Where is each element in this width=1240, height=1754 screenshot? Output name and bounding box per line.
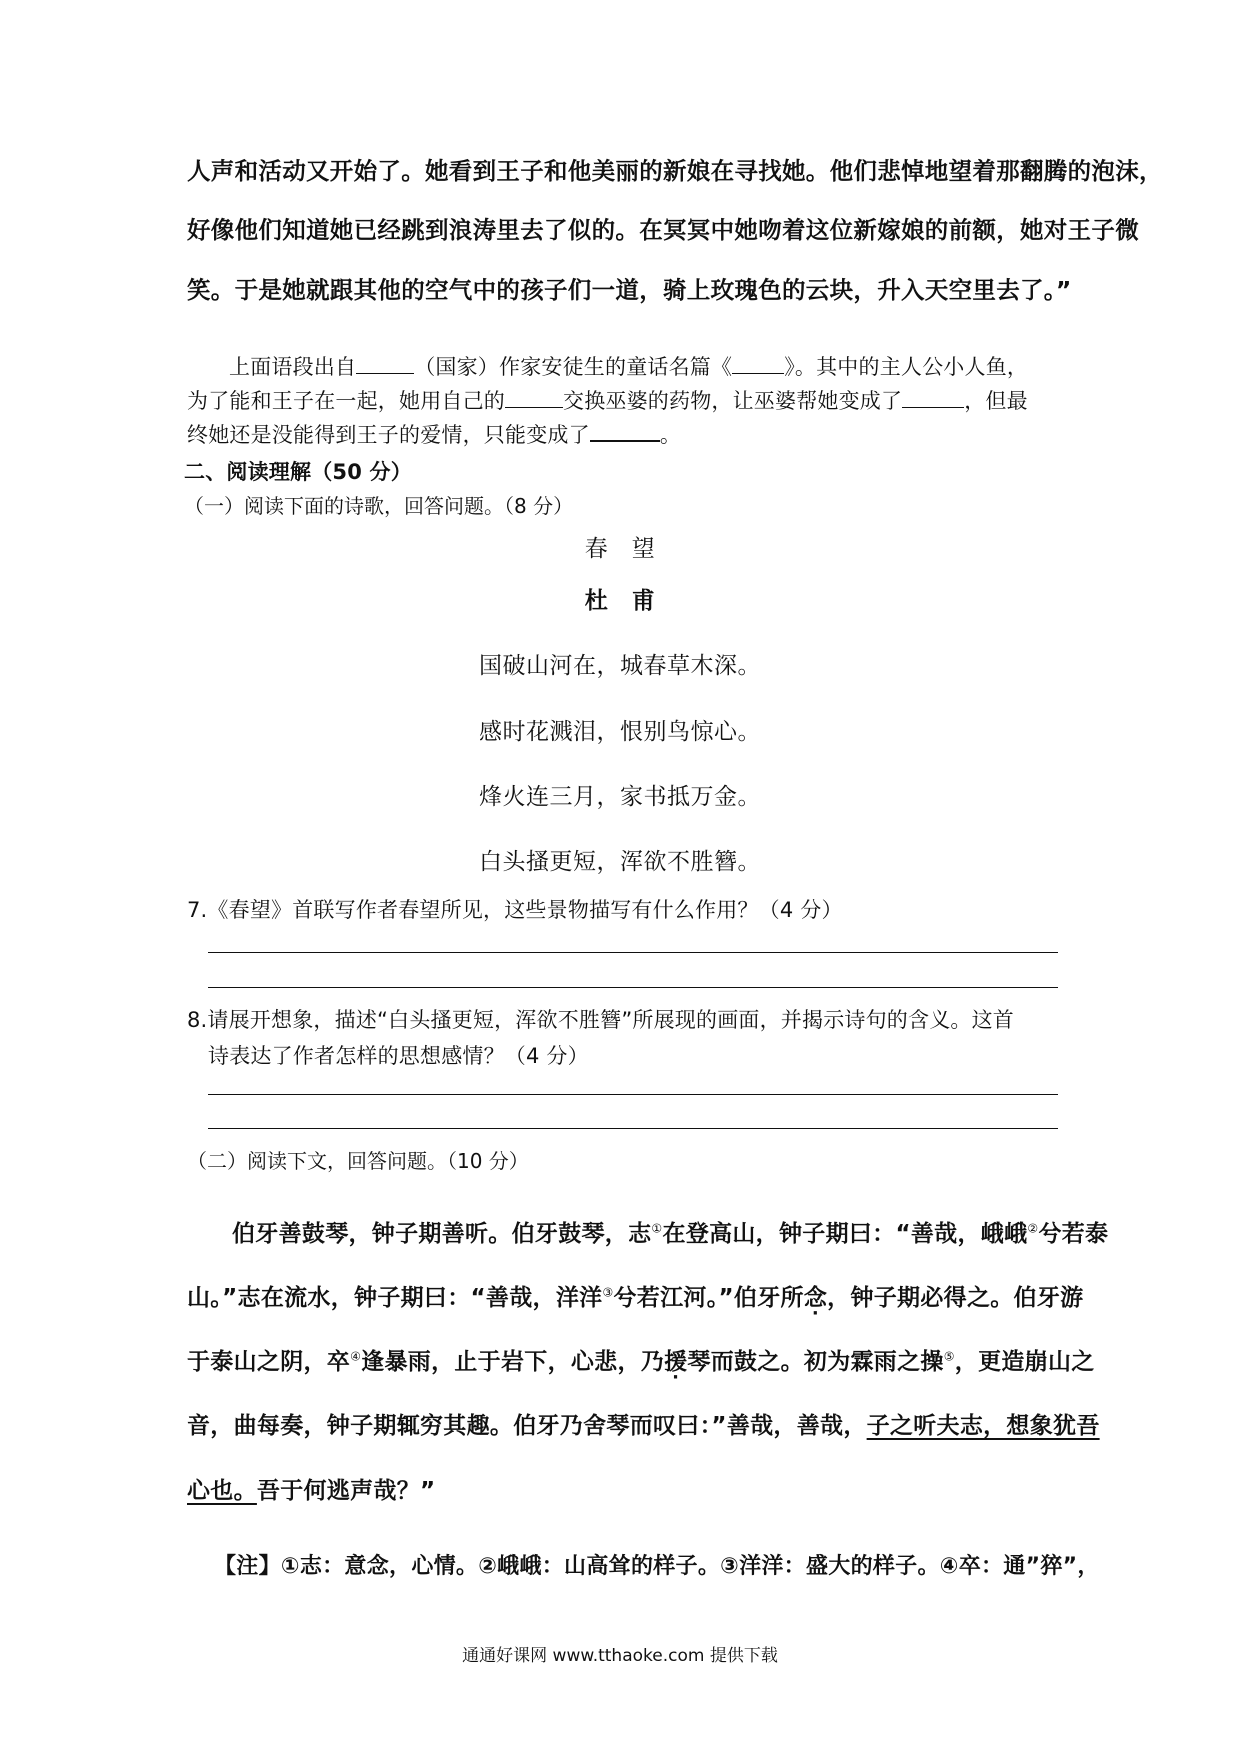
classical-line-2: 山。”志在流水，钟子期曰：“善哉，洋洋③兮若江河。”伯牙所念，钟子期必得之。伯牙游 bbox=[187, 1285, 1084, 1311]
question8-line-2: 诗表达了作者怎样的思想感情？（4 分） bbox=[208, 1044, 589, 1068]
poem-line-3: 烽火连三月，家书抵万金。 bbox=[479, 784, 761, 810]
question6-line-1: 上面语段出自 （国家）作家安徒生的童话名篇《 》。其中的主人公小人鱼， bbox=[229, 355, 1029, 379]
classical-line-4: 音，曲每奏，钟子期辄穷其趣。伯牙乃舍琴而叹曰：”善哉，善哉，子之听夫志，想象犹吾 bbox=[187, 1413, 1100, 1439]
poem-line-4: 白头搔更短，浑欲不胜簪。 bbox=[479, 849, 761, 875]
poem-line-2: 感时花溅泪，恨别鸟惊心。 bbox=[479, 719, 761, 745]
answer-line-q7-2[interactable] bbox=[208, 987, 1058, 988]
classical-line-5: 心也。吾于何逃声哉？” bbox=[187, 1478, 436, 1504]
classical-line-1: 伯牙善鼓琴，钟子期善听。伯牙鼓琴，志①在登高山，钟子期曰：“善哉，峨峨②兮若泰 bbox=[232, 1221, 1109, 1247]
blank-became[interactable] bbox=[902, 389, 964, 408]
poem-author: 杜 甫 bbox=[584, 588, 656, 614]
poem-title: 春 望 bbox=[584, 536, 656, 562]
paragraph-line-3: 笑。于是她就跟其他的空气中的孩子们一道，骑上玫瑰色的云块，升入天空里去了。” bbox=[187, 276, 1072, 304]
blank-exchange[interactable] bbox=[505, 389, 563, 408]
classical-note: 【注】①志：意念，心情。②峨峨：山高耸的样子。③洋洋：盛大的样子。④卒：通”猝”， bbox=[214, 1554, 1100, 1579]
blank-final[interactable] bbox=[590, 422, 660, 442]
question6-line-2: 为了能和王子在一起，她用自己的 交换巫婆的药物，让巫婆帮她变成了 ，但最 bbox=[187, 389, 1028, 413]
part1-heading: （一）阅读下面的诗歌，回答问题。（8 分） bbox=[184, 494, 574, 518]
answer-line-q8-1[interactable] bbox=[208, 1094, 1058, 1095]
answer-line-q7-1[interactable] bbox=[208, 952, 1058, 953]
poem-line-1: 国破山河在，城春草木深。 bbox=[479, 653, 761, 679]
paragraph-line-1: 人声和活动又开始了。她看到王子和他美丽的新娘在寻找她。他们悲悼地望着那翻腾的泡沫， bbox=[187, 157, 1163, 185]
question8-line-1: 8.请展开想象，描述“白头搔更短，浑欲不胜簪”所展现的画面，并揭示诗句的含义。这首 bbox=[187, 1008, 1014, 1032]
question7: 7.《春望》首联写作者春望所见，这些景物描写有什么作用？（4 分） bbox=[187, 898, 843, 922]
blank-title[interactable] bbox=[732, 355, 784, 374]
blank-country[interactable] bbox=[356, 355, 414, 374]
answer-line-q8-2[interactable] bbox=[208, 1128, 1058, 1129]
classical-line-3: 于泰山之阴，卒④逢暴雨，止于岩下，心悲，乃援琴而鼓之。初为霖雨之操⑤，更造崩山之 bbox=[187, 1349, 1095, 1375]
footer-credit: 通通好课网 www.tthaoke.com 提供下载 bbox=[462, 1646, 778, 1666]
section2-heading: 二、阅读理解（50 分） bbox=[184, 460, 412, 484]
part2-heading: （二）阅读下文，回答问题。（10 分） bbox=[187, 1149, 529, 1173]
question6-line-3: 终她还是没能得到王子的爱情，只能变成了 。 bbox=[187, 423, 682, 447]
paragraph-line-2: 好像他们知道她已经跳到浪涛里去了似的。在冥冥中她吻着这位新嫁娘的前额，她对王子微 bbox=[187, 216, 1139, 244]
